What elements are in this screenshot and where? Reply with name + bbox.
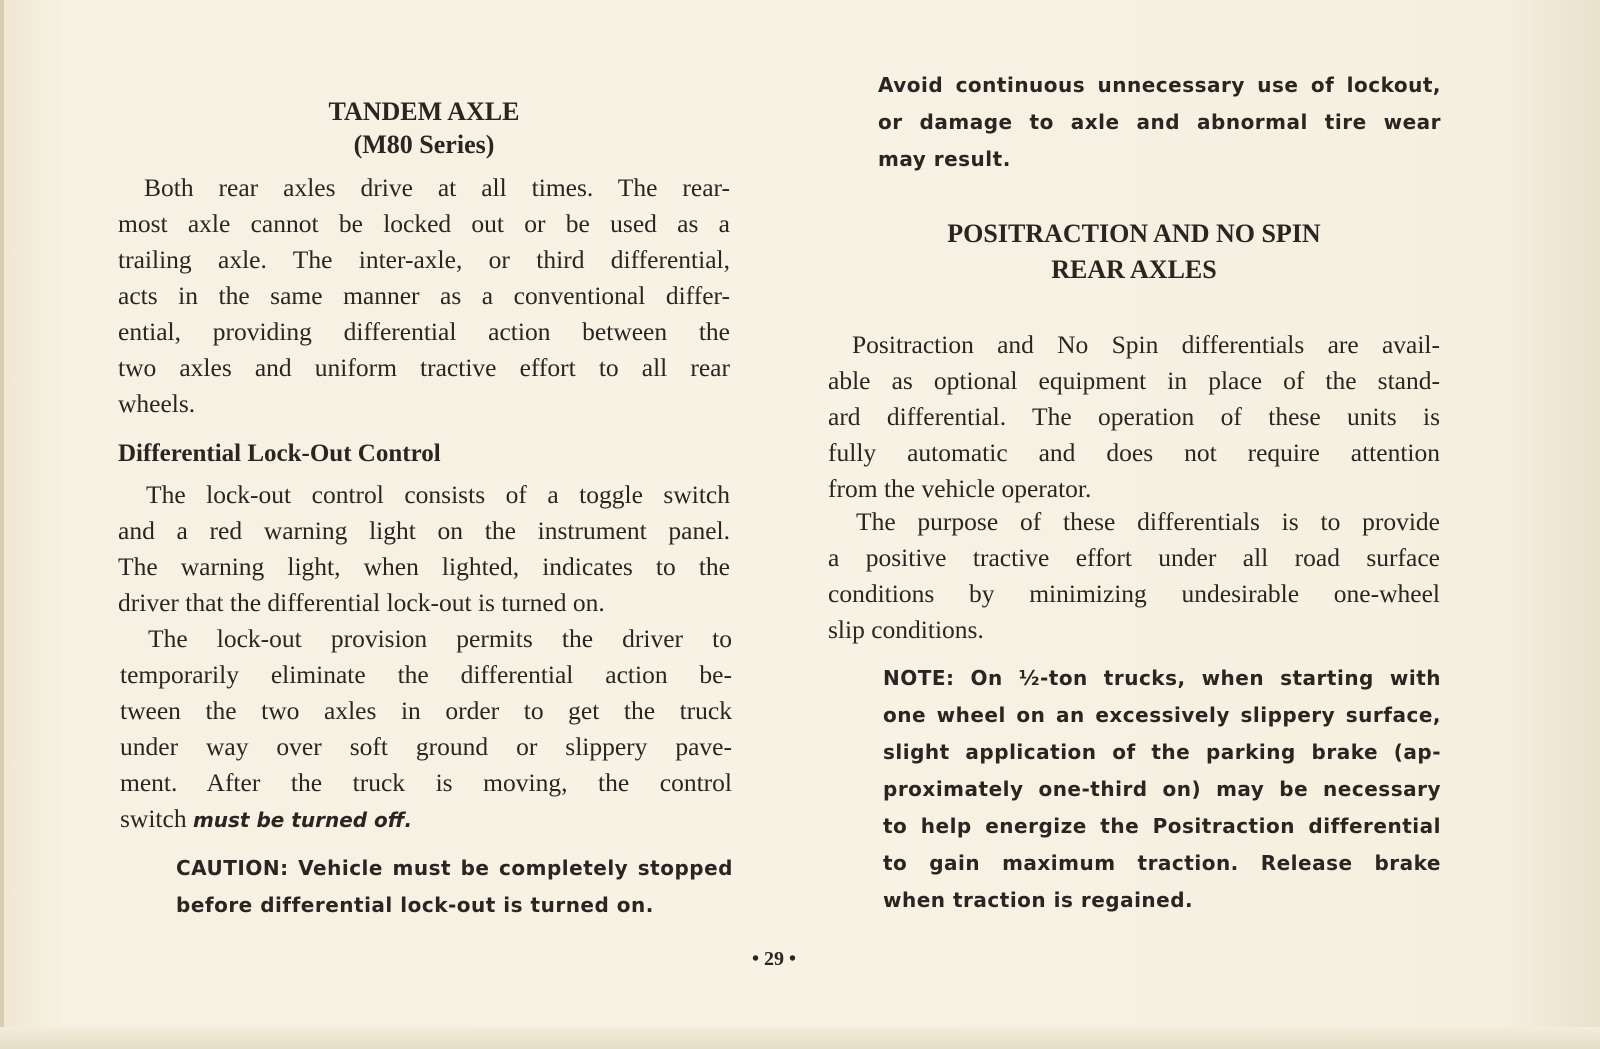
paragraph-line: The lock-out provision permits the driver to	[148, 624, 732, 653]
paragraph-line: CAUTION: Vehicle must be completely stopped	[176, 856, 733, 880]
paragraph-line: when traction is regained.	[883, 888, 1194, 912]
paragraph-line: from the vehicle operator.	[828, 474, 1092, 503]
paragraph-line: slip conditions.	[828, 615, 984, 644]
paragraph-line: or damage to axle and abnormal tire wear	[878, 110, 1441, 134]
title-line-2: REAR AXLES	[1051, 255, 1217, 284]
paragraph-lockout-provision	[120, 621, 732, 838]
paragraph-line: two axles and uniform tractive effort to all rear	[118, 353, 730, 382]
paragraph-line: and a red warning light on the instrument panel.	[118, 516, 730, 545]
paragraph-line: conditions by minimizing undesirable one-wheel	[828, 579, 1440, 608]
section-title-positraction	[828, 216, 1440, 288]
paragraph-line: ard differential. The operation of these units is	[828, 402, 1440, 431]
paragraph-line: trailing axle. The inter-axle, or third differential,	[118, 245, 730, 274]
paragraph-line: NOTE: On ½-ton trucks, when starting with	[883, 666, 1441, 690]
paragraph-lockout-control	[118, 477, 730, 621]
page-bottom-edge	[0, 1027, 1600, 1049]
paragraph-line: Avoid continuous unnecessary use of lockout,	[878, 73, 1441, 97]
paragraph-line: wheels.	[118, 389, 196, 418]
paragraph-line: The purpose of these differentials is to provide	[856, 507, 1440, 536]
title-line-1: POSITRACTION AND NO SPIN	[947, 219, 1321, 248]
paragraph-line: Both rear axles drive at all times. The rear-	[144, 173, 730, 202]
paragraph-positraction-intro	[828, 327, 1440, 507]
paragraph-line: a positive tractive effort under all road surface	[828, 543, 1440, 572]
paragraph-line: able as optional equipment in place of the stand-	[828, 366, 1440, 395]
paragraph-line: one wheel on an excessively slippery surface,	[883, 703, 1441, 727]
paragraph-line: The warning light, when lighted, indicates to the	[118, 552, 730, 581]
text: switch	[120, 804, 193, 833]
paragraph-line: before differential lock-out is turned on.	[176, 893, 654, 917]
paragraph-tandem-intro	[118, 170, 730, 422]
paragraph-line: acts in the same manner as a conventional differ-	[118, 281, 730, 310]
paragraph-line: ment. After the truck is moving, the control	[120, 768, 732, 797]
paragraph-line: temporarily eliminate the differential action be-	[120, 660, 732, 689]
paragraph-line: tween the two axles in order to get the truck	[120, 696, 732, 725]
paragraph-line: slight application of the parking brake (ap-	[883, 740, 1441, 764]
paragraph-line: to help energize the Positraction differential	[883, 814, 1441, 838]
subtitle: (M80 Series)	[353, 130, 495, 159]
half-ton-note	[883, 660, 1441, 919]
paragraph-line	[120, 801, 732, 838]
page-edge	[0, 0, 4, 1049]
paragraph-line: fully automatic and does not require attention	[828, 438, 1440, 467]
emphasis-text: must be turned off.	[192, 808, 413, 832]
paragraph-line: may result.	[878, 147, 1011, 171]
paragraph-line: Positraction and No Spin differentials are avail-	[852, 330, 1440, 359]
lockout-warning-note	[878, 67, 1441, 178]
section-title-tandem-axle	[118, 95, 730, 161]
paragraph-line: driver that the differential lock-out is turned on.	[118, 588, 605, 617]
caution-note	[176, 850, 733, 924]
paragraph-line: proximately one-third on) may be necessary	[883, 777, 1441, 801]
paragraph-line: under way over soft ground or slippery pave-	[120, 732, 732, 761]
paragraph-line: ential, providing differential action between the	[118, 317, 730, 346]
paragraph-line: most axle cannot be locked out or be used as a	[118, 209, 730, 238]
paragraph-line: to gain maximum traction. Release brake	[883, 851, 1441, 875]
subheading-lockout: Differential Lock-Out Control	[118, 440, 441, 467]
title: TANDEM AXLE	[328, 97, 520, 126]
page-number: • 29 •	[752, 948, 797, 970]
paragraph-positraction-purpose	[828, 504, 1440, 648]
paragraph-line: The lock-out control consists of a toggle switch	[146, 480, 730, 509]
